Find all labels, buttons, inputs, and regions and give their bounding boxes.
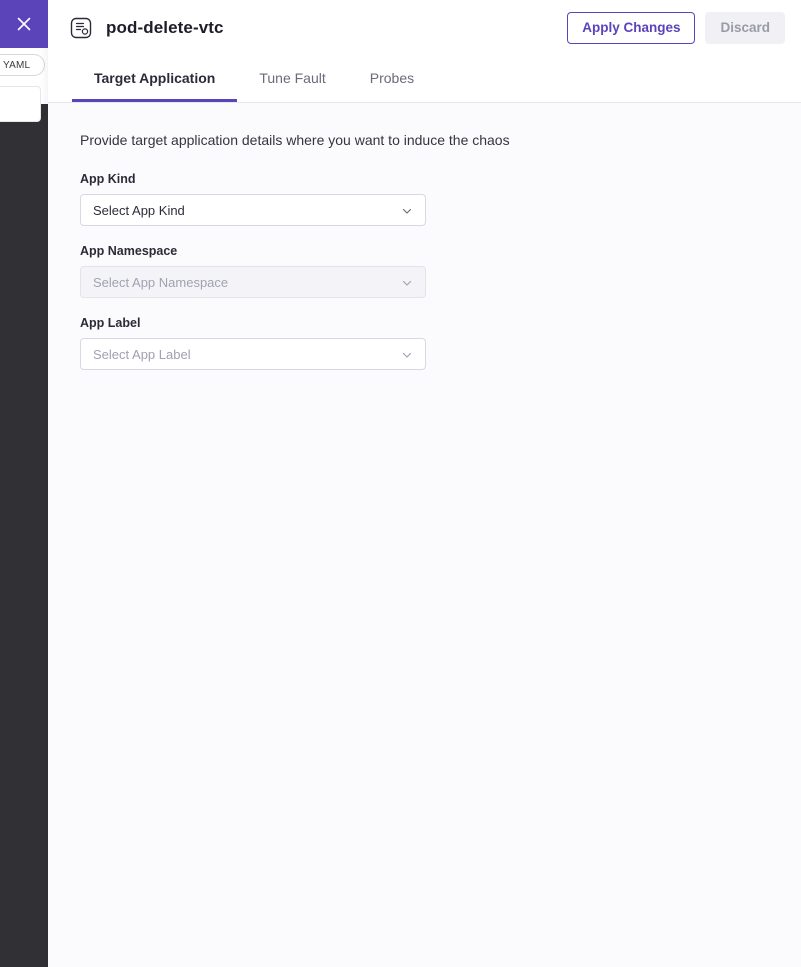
app-label-select[interactable] bbox=[80, 338, 426, 370]
app-namespace-label: App Namespace bbox=[80, 244, 178, 258]
backdrop-overlay bbox=[0, 104, 48, 967]
page-title: pod-delete-vtc bbox=[106, 18, 224, 37]
field-app-kind bbox=[80, 172, 769, 226]
panel-helper-text: Provide target application details where you want to induce the chaos bbox=[80, 132, 510, 148]
field-app-namespace bbox=[80, 244, 769, 298]
backdrop-card bbox=[0, 86, 41, 122]
app-kind-value: Select App Kind bbox=[93, 202, 185, 218]
close-icon bbox=[17, 17, 31, 31]
app-label-value: Select App Label bbox=[93, 346, 191, 362]
fault-configuration-drawer bbox=[48, 0, 801, 967]
app-kind-select[interactable] bbox=[80, 194, 426, 226]
chevron-down-icon bbox=[401, 348, 413, 360]
tab-probes[interactable]: Probes bbox=[348, 56, 436, 102]
target-application-panel bbox=[48, 103, 801, 967]
yaml-toggle-chip[interactable] bbox=[0, 54, 45, 76]
chaos-experiment-icon bbox=[68, 15, 94, 41]
drawer-header bbox=[48, 0, 801, 56]
drawer-tabs bbox=[48, 56, 801, 103]
yaml-toggle-label: YAML bbox=[3, 59, 31, 71]
chevron-down-icon bbox=[401, 204, 413, 216]
field-app-label bbox=[80, 316, 769, 370]
apply-changes-button[interactable]: Apply Changes bbox=[567, 12, 695, 44]
discard-button[interactable]: Discard bbox=[705, 12, 785, 44]
app-namespace-select[interactable] bbox=[80, 266, 426, 298]
tab-tune-fault[interactable]: Tune Fault bbox=[237, 56, 347, 102]
app-label-label: App Label bbox=[80, 316, 141, 330]
tab-target-application[interactable]: Target Application bbox=[72, 56, 237, 102]
app-namespace-value: Select App Namespace bbox=[93, 274, 229, 290]
chevron-down-icon bbox=[401, 276, 413, 288]
close-drawer-button[interactable] bbox=[0, 0, 48, 48]
app-kind-label: App Kind bbox=[80, 172, 136, 186]
